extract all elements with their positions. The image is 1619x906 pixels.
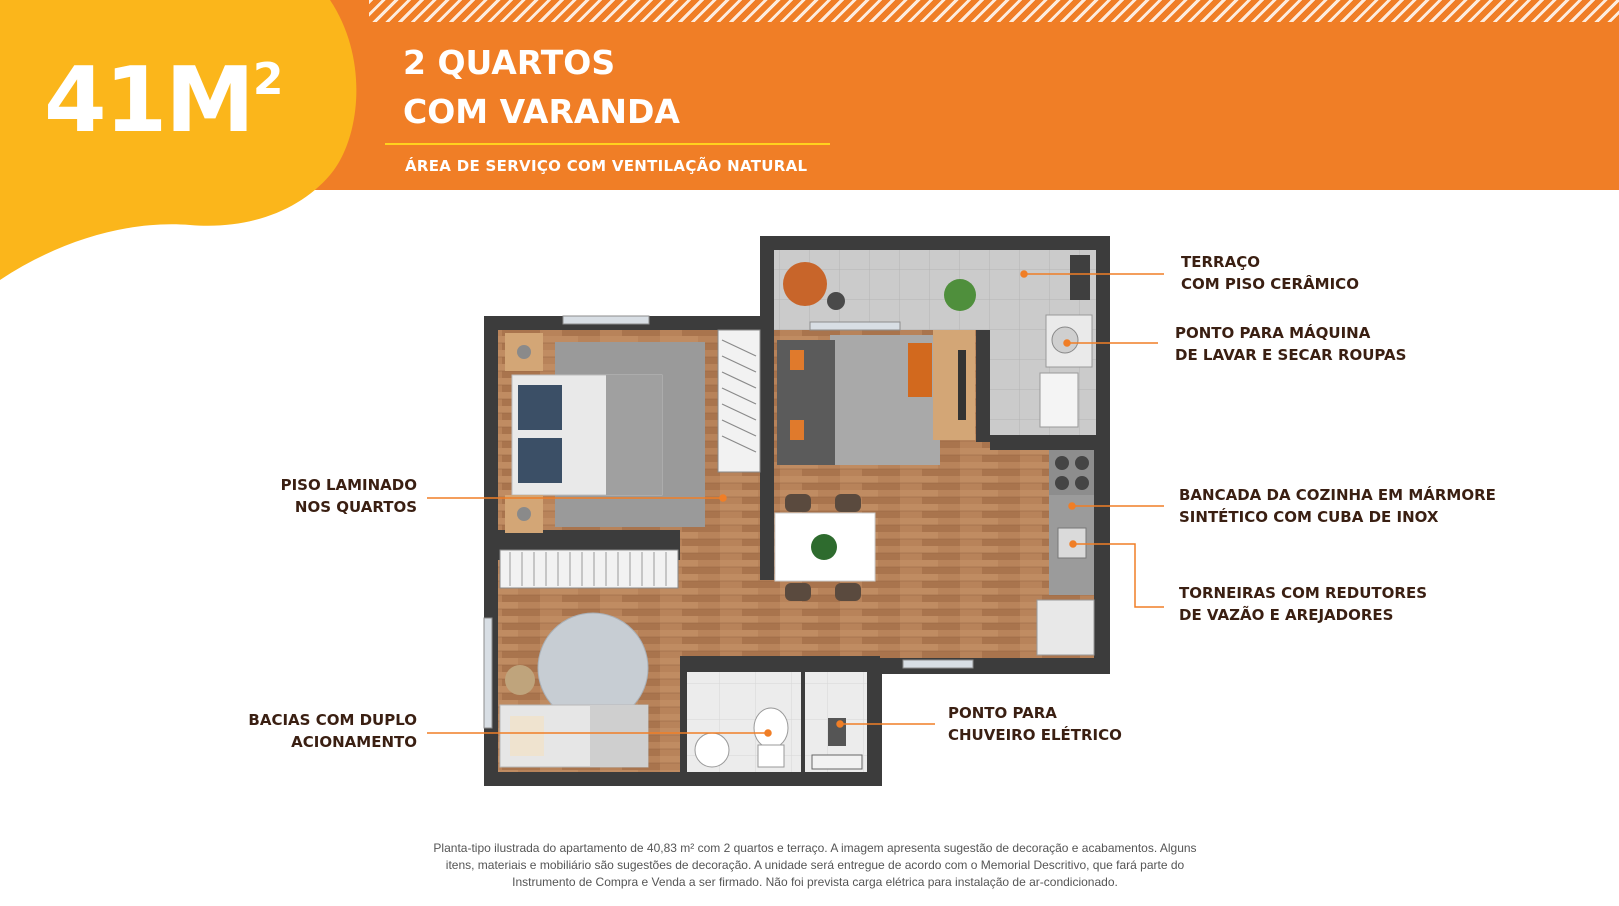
- callout-line: PONTO PARA MÁQUINA: [1175, 324, 1371, 342]
- disclaimer: [400, 840, 1230, 891]
- sofa: [777, 340, 835, 465]
- callout-chuveiro: [948, 702, 1122, 746]
- wardrobe-2: [500, 550, 678, 588]
- title-line-1: 2 QUARTOS: [403, 43, 616, 82]
- callout-line: CHUVEIRO ELÉTRICO: [948, 726, 1122, 744]
- disclaimer-line: itens, materiais e mobiliário são sugestões de decoração. A unidade será entregue de acordo com o Memorial Descritivo, que fará parte do: [445, 858, 1185, 872]
- plant: [944, 279, 976, 311]
- callout-line: NOS QUARTOS: [294, 498, 417, 516]
- callout-bancada: [1179, 484, 1496, 528]
- living-floor: [680, 450, 1094, 658]
- callout-line: COM PISO CERÂMICO: [1181, 275, 1359, 293]
- terrace-chair: [783, 262, 827, 306]
- callout-line: DE LAVAR E SECAR ROUPAS: [1175, 346, 1407, 364]
- subtitle: ÁREA DE SERVIÇO COM VENTILAÇÃO NATURAL: [405, 157, 808, 175]
- callout-line: TORNEIRAS COM REDUTORES: [1179, 584, 1428, 602]
- area-unit: 2: [252, 54, 282, 105]
- cooktop: [1049, 450, 1094, 495]
- laundry-sink: [1040, 373, 1078, 427]
- disclaimer-line: Instrumento de Compra e Venda a ser firmado. Não foi prevista carga elétrica para instalação de ar-condicionado.: [512, 875, 1118, 889]
- callout-line: BANCADA DA COZINHA EM MÁRMORE: [1179, 486, 1496, 504]
- callout-line: PISO LAMINADO: [280, 476, 417, 494]
- callout-line: SINTÉTICO COM CUBA DE INOX: [1179, 508, 1439, 526]
- callout-line: ACIONAMENTO: [291, 733, 417, 751]
- fridge: [1037, 600, 1094, 655]
- callout-line: BACIAS COM DUPLO: [248, 711, 417, 729]
- callout-terraco: [1181, 251, 1359, 295]
- callout-torneiras: [1179, 582, 1427, 626]
- disclaimer-line: Planta-tipo ilustrada do apartamento de 40,83 m² com 2 quartos e terraço. A imagem apresenta sugestão de decoração e acabamentos. Alguns: [433, 841, 1197, 855]
- callout-line: PONTO PARA: [948, 704, 1057, 722]
- callout-piso: [281, 474, 417, 518]
- callout-line: TERRAÇO: [1181, 253, 1260, 271]
- area-value: 41M: [44, 48, 253, 153]
- washbasin: [695, 733, 729, 767]
- toilet: [754, 708, 788, 748]
- callout-maquina: [1175, 322, 1406, 366]
- tv-console: [933, 330, 975, 440]
- callout-bacias: [248, 709, 417, 753]
- title-line-2: COM VARANDA: [403, 92, 680, 131]
- armchair: [908, 343, 932, 397]
- callout-line: DE VAZÃO E AREJADORES: [1179, 606, 1394, 624]
